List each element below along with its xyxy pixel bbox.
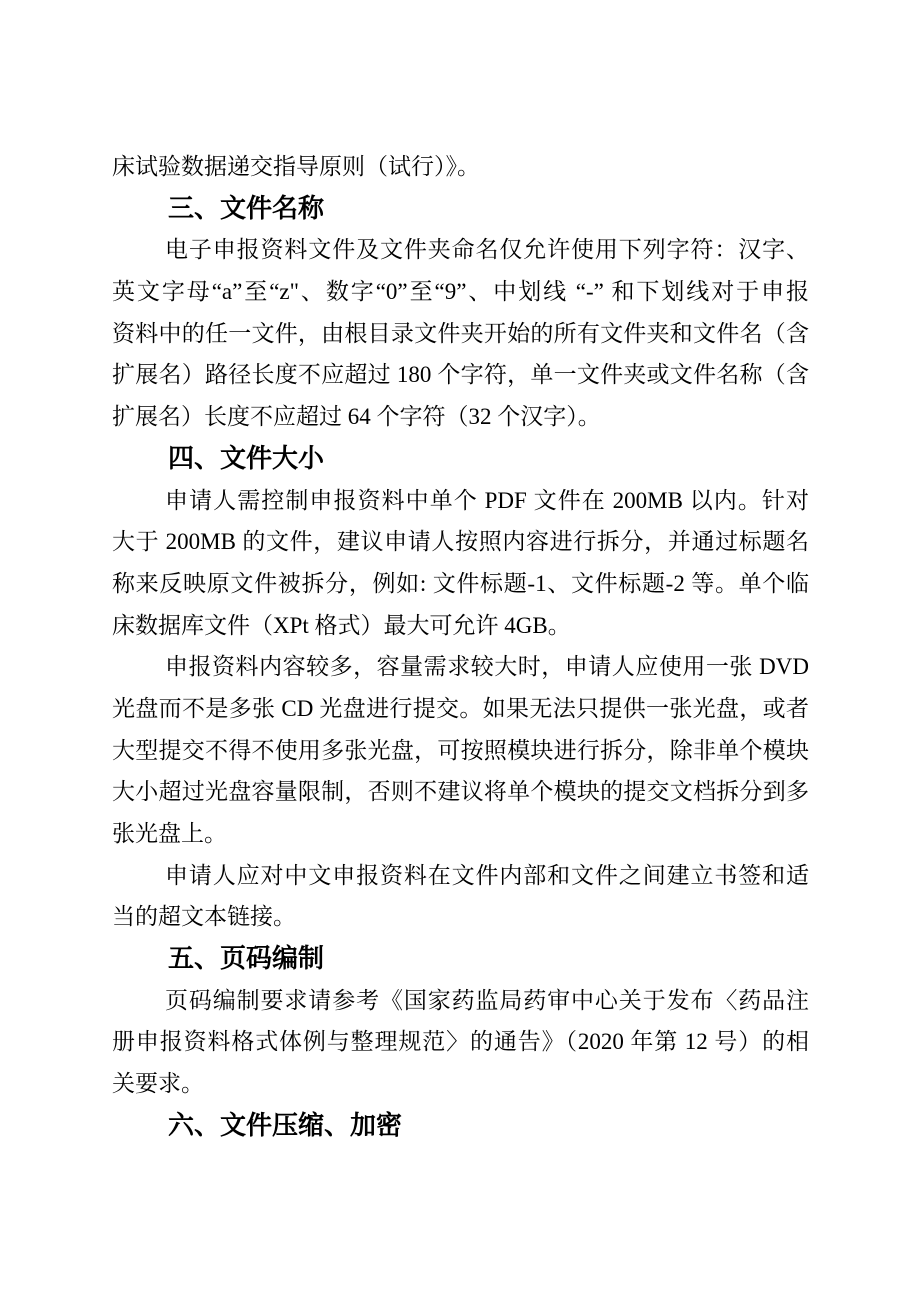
text-line: 床数据库文件（XPt 格式）最大可允许 4GB。 xyxy=(112,612,571,638)
text-line: 申报资料内容较多，容量需求较大时，申请人应使用一张 DVD xyxy=(165,654,809,680)
text-line: 光盘而不是多张 CD 光盘进行提交。如果无法只提供一张光盘，或者 xyxy=(112,695,809,721)
text-line: 大于 200MB 的文件，建议申请人按照内容进行拆分，并通过标题名 xyxy=(112,529,809,555)
text-line: 当的超文本链接。 xyxy=(112,904,296,930)
text-line: 英文字母“a”至“z"、数字“0”至“9”、中划线 “-” 和下划线对于申报 xyxy=(112,279,809,305)
text-line: 申请人需控制申报资料中单个 PDF 文件在 200MB 以内。针对 xyxy=(165,487,809,513)
text-line: 床试验数据递交指导原则（试行）》。 xyxy=(112,154,480,179)
section-heading: 六、文件压缩、加密 xyxy=(168,1109,403,1140)
text-line: 申请人应对中文申报资料在文件内部和文件之间建立书签和适 xyxy=(165,862,809,888)
text-line: 资料中的任一文件，由根目录文件夹开始的所有文件夹和文件名（含 xyxy=(112,320,809,346)
document-text-block xyxy=(112,146,809,1147)
section-heading: 五、页码编制 xyxy=(168,943,325,974)
text-line: 册申报资料格式体例与整理规范〉的通告》（2020 年第 12 号）的相 xyxy=(112,1029,809,1055)
text-line: 页码编制要求请参考《国家药监局药审中心关于发布〈药品注 xyxy=(165,987,809,1013)
text-line: 大型提交不得不使用多张光盘，可按照模块进行拆分，除非单个模块 xyxy=(112,737,809,763)
text-line: 扩展名）路径长度不应超过 180 个字符，单一文件夹或文件名称（含 xyxy=(112,362,809,388)
text-line: 电子申报资料文件及文件夹命名仅允许使用下列字符：汉字、 xyxy=(165,237,809,263)
text-line: 张光盘上。 xyxy=(112,821,227,846)
section-heading: 四、文件大小 xyxy=(168,442,325,473)
text-line: 扩展名）长度不应超过 64 个字符（32 个汉字）。 xyxy=(112,404,601,430)
text-line: 称来反映原文件被拆分，例如: 文件标题-1、文件标题-2 等。单个临 xyxy=(112,570,809,596)
section-heading: 三、文件名称 xyxy=(168,192,325,223)
text-line: 关要求。 xyxy=(112,1071,204,1097)
text-line: 大小超过光盘容量限制，否则不建议将单个模块的提交文档拆分到多 xyxy=(112,779,809,805)
